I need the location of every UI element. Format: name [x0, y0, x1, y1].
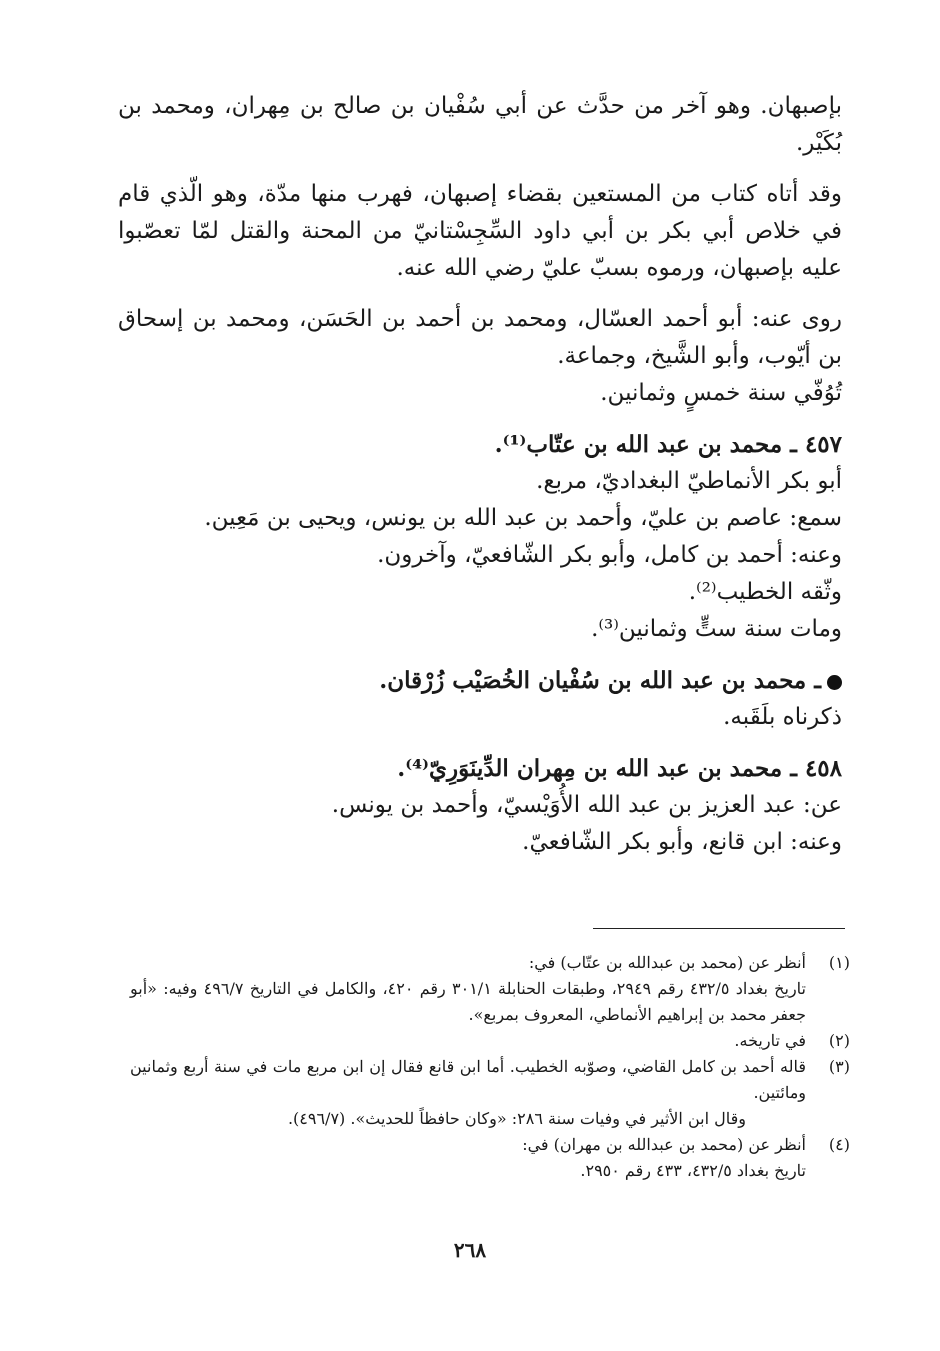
entry-458-from-him: وعنه: ابن قانع، وأبو بكر الشّافعيّ.: [522, 829, 842, 855]
footnote-number: (٢): [828, 1031, 850, 1050]
page-number: ٢٦٨: [453, 1238, 487, 1262]
entry-457-death: ومات سنة ستٍّ وثمانين⁽³⁾.: [591, 616, 842, 642]
entry-457-kunya: أبو بكر الأنماطيّ البغداديّ، مربع.: [536, 468, 842, 494]
entry-457-tawthiq: وثّقه الخطيب⁽²⁾.: [688, 579, 842, 605]
footnote-line: وقال ابن الأثير في وفيات سنة ٢٨٦: «وكان حافظاً للحديث». (٤٩٦/٧).: [287, 1109, 746, 1128]
footnote-1: [130, 950, 850, 1028]
entry-458-from: عن: عبد العزيز بن عبد الله الأُوَيْسيّ، وأحمد بن يونس.: [331, 792, 842, 818]
footnote-line: في تاريخه.: [734, 1031, 806, 1050]
paragraph-narrators: روى عنه: أبو أحمد العسّال، ومحمد بن أحمد بن الحَسَن، ومحمد بن إسحاق بن أيّوب، وأبو الشَّيخ، وجماعة.: [118, 306, 842, 369]
footnote-line: أنظر عن (محمد بن عبدالله بن مهران) في:: [522, 1135, 806, 1154]
entry-cross-ref-heading: [118, 662, 842, 699]
footnote-line: أنظر عن (محمد بن عبدالله بن عتّاب) في:: [528, 953, 806, 972]
entry-457-heard: سمع: عاصم بن عليّ، وأحمد بن عبد الله بن يونس، ويحيى بن مَعِين.: [204, 505, 842, 531]
footnote-number: (٣): [828, 1057, 850, 1076]
footnote-2: [130, 1028, 850, 1054]
paragraph-intro: بإصبهان. وهو آخر من حدَّث عن أبي سُفْيان بن صالح بن مِهران، ومحمد بن بُكَيْر.: [118, 93, 842, 156]
entry-cross-ref-note: ذكرناه بلَقَبه.: [723, 704, 842, 730]
bullet-dot-icon: [827, 675, 842, 690]
footnote-4: [130, 1132, 850, 1184]
entry-457-from-him: وعنه: أحمد بن كامل، وأبو بكر الشّافعيّ، وآخرون.: [377, 542, 842, 568]
entry-cross-ref-title: ـ محمد بن عبد الله بن سُفْيان الخُصَيْب زُرْقان.: [379, 667, 821, 694]
footnote-number: (١): [828, 953, 850, 972]
footnotes: [130, 950, 850, 1184]
main-text: [118, 88, 842, 861]
footnote-line: تاريخ بغداد ٤٣٢/٥ رقم ٢٩٤٩، وطبقات الحنابلة ٣٠١/١ رقم ٤٢٠، والكامل في التاريخ ٤٩٦/٧ وفيه: «أبو جعفر محمد بن إبراهيم الأنماطي، المعروف بمربع».: [130, 979, 807, 1024]
footnote-3: [130, 1054, 850, 1132]
footnote-divider: [593, 928, 845, 929]
footnote-line: قاله أحمد بن كامل القاضي، وصوّبه الخطيب. أما ابن قانع فقال إن ابن مربع مات في سنة أربع وثمانين ومائتين.: [130, 1057, 806, 1102]
footnote-line: تاريخ بغداد ٤٣٢/٥، ٤٣٣ رقم ٢٩٥٠.: [580, 1161, 806, 1180]
paragraph-death: تُوُفّي سنة خمسٍ وثمانين.: [600, 380, 842, 406]
entry-458-heading: ٤٥٨ ـ محمد بن عبد الله بن مِهران الدِّينَوَرِيّ⁽⁴⁾.: [397, 755, 842, 782]
footnote-number: (٤): [828, 1135, 850, 1154]
entry-457-heading: ٤٥٧ ـ محمد بن عبد الله بن عتّاب⁽¹⁾.: [494, 431, 842, 458]
paragraph-judgeship: وقد أتاه كتاب من المستعين بقضاء إصبهان، فهرب منها مدّة، وهو الّذي قام في خلاص أبي بكر بن أبي داود السِّجِسْتانيّ من المحنة والقتل لمّا تعصّبوا عليه بإصبهان، ورموه بسبّ عليّ رضي الله عنه.: [118, 181, 842, 281]
